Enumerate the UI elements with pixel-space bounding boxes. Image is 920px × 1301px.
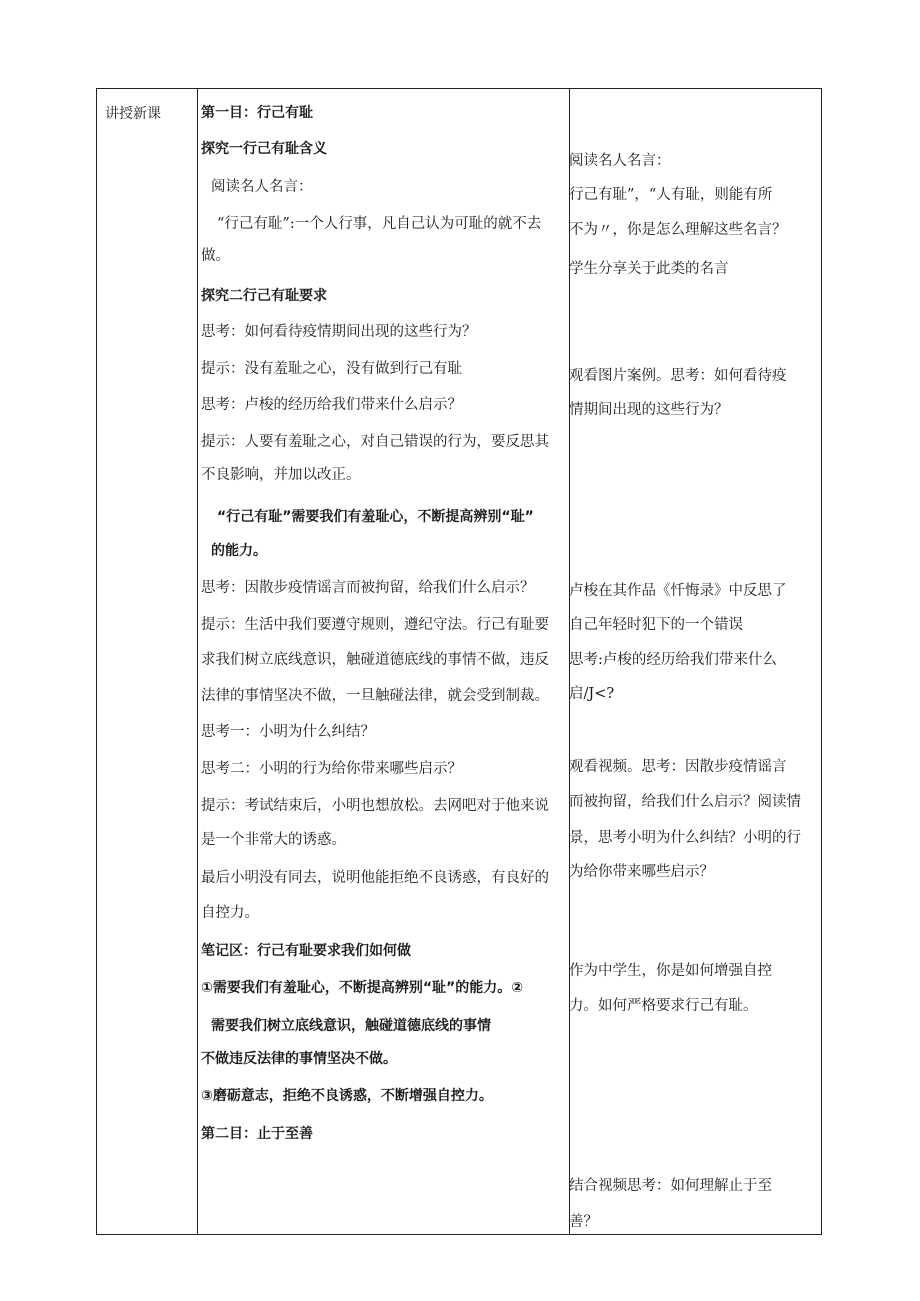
- content-line: 需要我们树立底线意识，触碰道德底线的事情: [211, 1018, 491, 1034]
- content-line: ①需要我们有羞耻心，不断提高辨别“耻”的能力。②: [201, 980, 524, 996]
- section-label: 讲授新课: [105, 106, 161, 122]
- content-line: 自控力。: [201, 905, 259, 921]
- activity-line: 行己有耻”，“人有耻，则能有所: [569, 187, 773, 203]
- activity-line: 观看视频。思考：因散步疫情谣言: [569, 759, 787, 775]
- activity-line: 作为中学生，你是如何增强自控: [569, 963, 772, 979]
- activity-line: 为给你带来哪些启示？: [569, 864, 714, 880]
- content-line: 法律的事情坚决不做，一旦触碰法律，就会受到制裁。: [201, 688, 549, 704]
- content-line: 笔记区：行己有耻要求我们如何做: [201, 943, 411, 959]
- content-line: 提示：没有羞耻之心，没有做到行己有耻: [201, 361, 462, 377]
- lesson-plan-table: [96, 88, 822, 1235]
- section-cell: [97, 89, 197, 1234]
- activity-column: [569, 89, 823, 1234]
- content-line: 思考：卢梭的经历给我们带来什么启示？: [201, 397, 462, 413]
- content-line: 不良影响，并加以改正。: [201, 467, 361, 483]
- content-line: “行己有耻”需要我们有羞耻心，不断提高辨别“耻”: [217, 509, 534, 525]
- activity-line: 不为〃，你是怎么理解这些名言？: [569, 222, 787, 238]
- activity-line: 阅读名人名言：: [569, 153, 671, 169]
- content-line: 阅读名人名言：: [211, 179, 313, 195]
- content-line: 第二目：止于至善: [201, 1126, 313, 1142]
- content-line: 做。: [201, 248, 230, 264]
- content-line: 提示：考试结束后，小明也想放松。去网吧对于他来说: [201, 798, 549, 814]
- activity-line: 结合视频思考：如何理解止于至: [569, 1178, 772, 1194]
- content-line: 思考二：小明的行为给你带来哪些启示？: [201, 761, 462, 777]
- content-line: “行己有耻”:一个人行事，凡自己认为可耻的就不去: [217, 216, 542, 232]
- content-line: 思考：如何看待疫情期间出现的这些行为？: [201, 324, 477, 340]
- content-column: [197, 89, 569, 1234]
- content-line: 提示：生活中我们要遵守规则，遵纪守法。行己有耻要: [201, 617, 549, 633]
- content-line: 最后小明没有同去，说明他能拒绝不良诱惑，有良好的: [201, 870, 549, 886]
- content-line: 是一个非常大的诱惑。: [201, 832, 346, 848]
- activity-line: 自己年轻时犯下的一个错误: [569, 617, 743, 633]
- activity-line: 力。如何严格要求行己有耻。: [569, 998, 758, 1014]
- content-line: 探究二行己有耻要求: [201, 288, 327, 304]
- activity-line: 观看图片案例。思考：如何看待疫: [569, 368, 787, 384]
- content-line: 求我们树立底线意识，触碰道德底线的事情不做，违反: [201, 652, 549, 668]
- content-line: 的能力。: [211, 543, 267, 559]
- content-line: 第一目：行己有耻: [201, 105, 313, 121]
- content-line: ③磨砺意志，拒绝不良诱惑，不断增强自控力。: [201, 1088, 493, 1104]
- content-line: 不做违反法律的事情坚决不做。: [201, 1051, 397, 1067]
- content-line: 思考一：小明为什么纠结？: [201, 724, 375, 740]
- activity-line: 景，思考小明为什么纠结？小明的行: [569, 830, 801, 846]
- activity-line: 学生分享关于此类的名言: [569, 261, 729, 277]
- activity-line: 善？: [569, 1214, 598, 1230]
- content-line: 提示：人要有羞耻之心，对自己错误的行为，要反思其: [201, 434, 549, 450]
- activity-line: 而被拘留，给我们什么启示？阅读情: [569, 794, 801, 810]
- activity-line: 启/J<?: [569, 686, 615, 702]
- content-line: 思考：因散步疫情谣言而被拘留，给我们什么启示？: [201, 580, 535, 596]
- activity-line: 思考:卢梭的经历给我们带来什么: [569, 652, 777, 668]
- content-line: 探究一行己有耻含义: [201, 141, 327, 157]
- activity-line: 卢梭在其作品《忏悔录》中反思了: [569, 583, 787, 599]
- activity-line: 情期间出现的这些行为？: [569, 402, 729, 418]
